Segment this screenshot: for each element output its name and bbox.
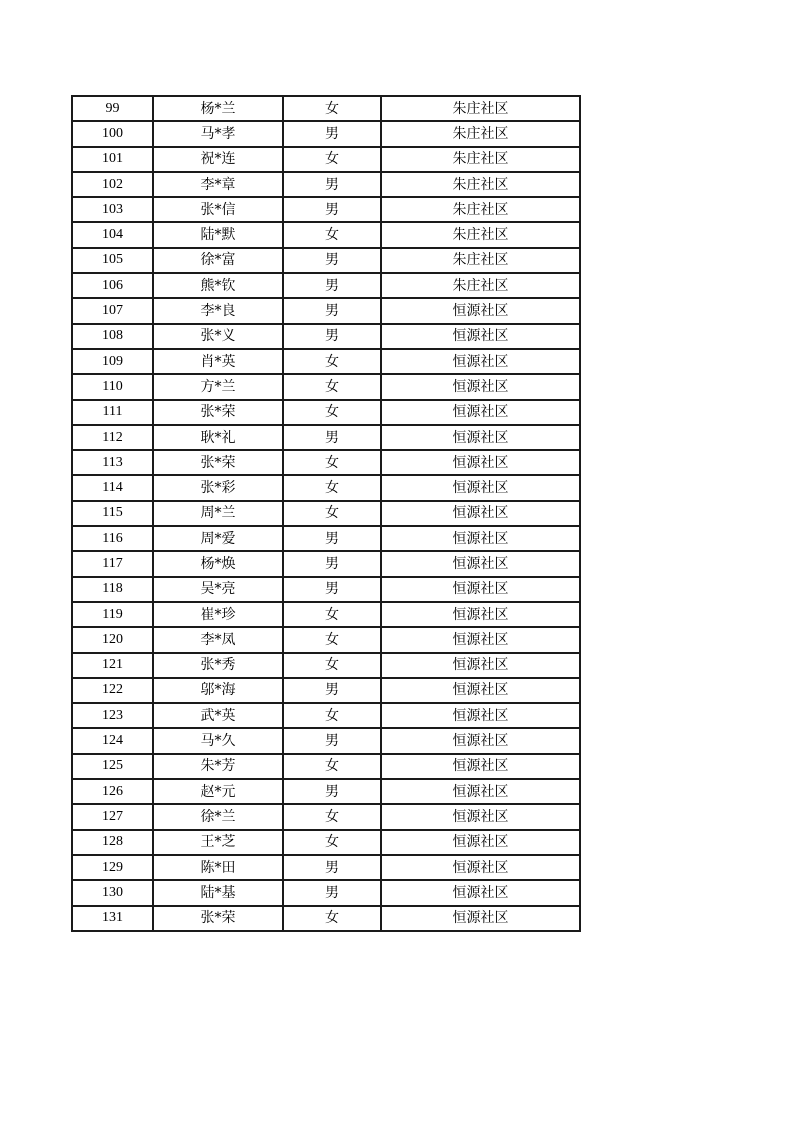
person-name-cell: 马*久 [153, 728, 283, 753]
community-cell: 恒源社区 [381, 577, 580, 602]
table-row [72, 273, 580, 298]
table-row [72, 172, 580, 197]
row-number-cell: 117 [72, 551, 153, 576]
row-number-cell: 119 [72, 602, 153, 627]
gender-cell: 男 [283, 197, 381, 222]
gender-cell: 女 [283, 602, 381, 627]
row-number-cell: 109 [72, 349, 153, 374]
community-cell: 朱庄社区 [381, 273, 580, 298]
community-cell: 恒源社区 [381, 551, 580, 576]
roster-sheet [71, 95, 581, 932]
row-number-cell: 113 [72, 450, 153, 475]
row-number-cell: 129 [72, 855, 153, 880]
table-row [72, 248, 580, 273]
community-cell: 恒源社区 [381, 804, 580, 829]
table-row [72, 804, 580, 829]
community-cell: 恒源社区 [381, 754, 580, 779]
gender-cell: 男 [283, 298, 381, 323]
row-number-cell: 128 [72, 830, 153, 855]
gender-cell: 女 [283, 830, 381, 855]
table-row [72, 602, 580, 627]
gender-cell: 女 [283, 627, 381, 652]
person-name-cell: 张*荣 [153, 450, 283, 475]
community-cell: 恒源社区 [381, 298, 580, 323]
table-row [72, 450, 580, 475]
community-cell: 恒源社区 [381, 627, 580, 652]
gender-cell: 女 [283, 96, 381, 121]
person-name-cell: 张*荣 [153, 906, 283, 931]
person-name-cell: 张*秀 [153, 653, 283, 678]
person-name-cell: 李*章 [153, 172, 283, 197]
row-number-cell: 123 [72, 703, 153, 728]
person-name-cell: 祝*连 [153, 147, 283, 172]
table-row [72, 728, 580, 753]
community-cell: 恒源社区 [381, 501, 580, 526]
community-cell: 恒源社区 [381, 374, 580, 399]
person-name-cell: 李*凤 [153, 627, 283, 652]
table-row [72, 475, 580, 500]
row-number-cell: 124 [72, 728, 153, 753]
table-row [72, 703, 580, 728]
person-name-cell: 方*兰 [153, 374, 283, 399]
gender-cell: 男 [283, 551, 381, 576]
person-name-cell: 武*英 [153, 703, 283, 728]
gender-cell: 女 [283, 804, 381, 829]
person-name-cell: 陆*默 [153, 222, 283, 247]
community-cell: 恒源社区 [381, 703, 580, 728]
community-cell: 恒源社区 [381, 475, 580, 500]
person-name-cell: 崔*珍 [153, 602, 283, 627]
table-row [72, 551, 580, 576]
table-row [72, 653, 580, 678]
gender-cell: 男 [283, 779, 381, 804]
table-row [72, 400, 580, 425]
gender-cell: 女 [283, 349, 381, 374]
person-name-cell: 陆*基 [153, 880, 283, 905]
table-row [72, 324, 580, 349]
row-number-cell: 108 [72, 324, 153, 349]
roster-table [71, 95, 581, 932]
row-number-cell: 131 [72, 906, 153, 931]
table-row [72, 298, 580, 323]
community-cell: 朱庄社区 [381, 121, 580, 146]
row-number-cell: 120 [72, 627, 153, 652]
gender-cell: 男 [283, 324, 381, 349]
community-cell: 恒源社区 [381, 906, 580, 931]
person-name-cell: 周*兰 [153, 501, 283, 526]
table-row [72, 678, 580, 703]
person-name-cell: 杨*焕 [153, 551, 283, 576]
gender-cell: 男 [283, 526, 381, 551]
gender-cell: 男 [283, 121, 381, 146]
row-number-cell: 112 [72, 425, 153, 450]
table-row [72, 501, 580, 526]
row-number-cell: 102 [72, 172, 153, 197]
row-number-cell: 103 [72, 197, 153, 222]
row-number-cell: 111 [72, 400, 153, 425]
table-row [72, 577, 580, 602]
table-row [72, 147, 580, 172]
gender-cell: 女 [283, 475, 381, 500]
community-cell: 朱庄社区 [381, 172, 580, 197]
gender-cell: 女 [283, 147, 381, 172]
row-number-cell: 105 [72, 248, 153, 273]
person-name-cell: 熊*钦 [153, 273, 283, 298]
gender-cell: 女 [283, 703, 381, 728]
table-row [72, 96, 580, 121]
row-number-cell: 99 [72, 96, 153, 121]
row-number-cell: 104 [72, 222, 153, 247]
person-name-cell: 耿*礼 [153, 425, 283, 450]
community-cell: 恒源社区 [381, 653, 580, 678]
person-name-cell: 徐*兰 [153, 804, 283, 829]
person-name-cell: 张*彩 [153, 475, 283, 500]
person-name-cell: 张*义 [153, 324, 283, 349]
gender-cell: 女 [283, 222, 381, 247]
table-row [72, 197, 580, 222]
community-cell: 恒源社区 [381, 349, 580, 374]
gender-cell: 女 [283, 754, 381, 779]
row-number-cell: 110 [72, 374, 153, 399]
community-cell: 恒源社区 [381, 678, 580, 703]
table-row [72, 906, 580, 931]
table-row [72, 880, 580, 905]
table-row [72, 374, 580, 399]
gender-cell: 女 [283, 450, 381, 475]
row-number-cell: 122 [72, 678, 153, 703]
community-cell: 恒源社区 [381, 400, 580, 425]
person-name-cell: 朱*芳 [153, 754, 283, 779]
community-cell: 恒源社区 [381, 779, 580, 804]
person-name-cell: 马*孝 [153, 121, 283, 146]
community-cell: 恒源社区 [381, 450, 580, 475]
person-name-cell: 周*爱 [153, 526, 283, 551]
row-number-cell: 116 [72, 526, 153, 551]
row-number-cell: 127 [72, 804, 153, 829]
person-name-cell: 肖*英 [153, 349, 283, 374]
gender-cell: 男 [283, 273, 381, 298]
person-name-cell: 张*信 [153, 197, 283, 222]
table-row [72, 779, 580, 804]
row-number-cell: 130 [72, 880, 153, 905]
row-number-cell: 100 [72, 121, 153, 146]
gender-cell: 女 [283, 374, 381, 399]
person-name-cell: 王*芝 [153, 830, 283, 855]
table-row [72, 754, 580, 779]
row-number-cell: 121 [72, 653, 153, 678]
gender-cell: 男 [283, 855, 381, 880]
community-cell: 朱庄社区 [381, 222, 580, 247]
table-row [72, 222, 580, 247]
table-row [72, 855, 580, 880]
table-row [72, 526, 580, 551]
gender-cell: 男 [283, 248, 381, 273]
person-name-cell: 赵*元 [153, 779, 283, 804]
row-number-cell: 107 [72, 298, 153, 323]
community-cell: 恒源社区 [381, 830, 580, 855]
community-cell: 恒源社区 [381, 324, 580, 349]
community-cell: 恒源社区 [381, 602, 580, 627]
person-name-cell: 杨*兰 [153, 96, 283, 121]
gender-cell: 女 [283, 501, 381, 526]
community-cell: 恒源社区 [381, 526, 580, 551]
row-number-cell: 118 [72, 577, 153, 602]
person-name-cell: 吴*亮 [153, 577, 283, 602]
community-cell: 朱庄社区 [381, 197, 580, 222]
gender-cell: 男 [283, 728, 381, 753]
gender-cell: 男 [283, 678, 381, 703]
community-cell: 恒源社区 [381, 855, 580, 880]
row-number-cell: 126 [72, 779, 153, 804]
table-row [72, 627, 580, 652]
table-row [72, 121, 580, 146]
table-row [72, 830, 580, 855]
roster-table-body [72, 96, 580, 931]
gender-cell: 女 [283, 906, 381, 931]
row-number-cell: 125 [72, 754, 153, 779]
community-cell: 恒源社区 [381, 728, 580, 753]
gender-cell: 男 [283, 880, 381, 905]
person-name-cell: 徐*富 [153, 248, 283, 273]
community-cell: 朱庄社区 [381, 147, 580, 172]
community-cell: 朱庄社区 [381, 96, 580, 121]
person-name-cell: 邬*海 [153, 678, 283, 703]
row-number-cell: 106 [72, 273, 153, 298]
table-row [72, 349, 580, 374]
person-name-cell: 张*荣 [153, 400, 283, 425]
gender-cell: 男 [283, 172, 381, 197]
community-cell: 朱庄社区 [381, 248, 580, 273]
person-name-cell: 李*良 [153, 298, 283, 323]
person-name-cell: 陈*田 [153, 855, 283, 880]
gender-cell: 女 [283, 653, 381, 678]
gender-cell: 男 [283, 577, 381, 602]
table-row [72, 425, 580, 450]
row-number-cell: 114 [72, 475, 153, 500]
gender-cell: 男 [283, 425, 381, 450]
row-number-cell: 101 [72, 147, 153, 172]
community-cell: 恒源社区 [381, 425, 580, 450]
row-number-cell: 115 [72, 501, 153, 526]
community-cell: 恒源社区 [381, 880, 580, 905]
gender-cell: 女 [283, 400, 381, 425]
